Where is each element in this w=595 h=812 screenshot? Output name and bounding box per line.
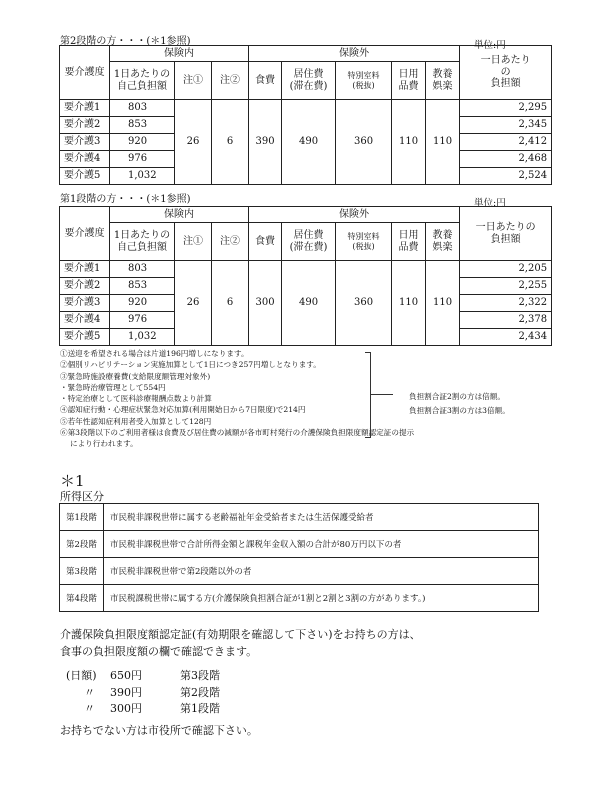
note-item: により行われます。 (70, 439, 138, 449)
income-desc-cell: 市民税非課税世帯で第2段階以外の者 (104, 558, 539, 585)
income-title: 所得区分 (60, 490, 104, 503)
care-level-cell: 要介護4 (60, 151, 110, 168)
note1-header: 注① (175, 223, 212, 261)
daily-total-cell: 2,255 (460, 278, 552, 295)
daily-total-cell: 2,345 (460, 117, 552, 134)
limit-prefix: 〃 (84, 702, 95, 715)
table-title: 第2段階の方・・・(＊1参照) (60, 36, 191, 47)
daily-goods-cell: 110 (392, 261, 426, 346)
own-pay-header: 1日あたりの 自己負担額 (110, 223, 175, 261)
own-pay-cell: 803 (110, 261, 175, 278)
unit-label: 単位:円 (474, 40, 506, 51)
table-row (60, 504, 539, 531)
daily-total-cell: 2,524 (460, 168, 552, 185)
limit-stage: 第1段階 (180, 702, 220, 715)
own-pay-cell: 853 (110, 278, 175, 295)
paragraph-line: 食事の負担限度額の欄で確認できます。 (60, 645, 258, 658)
food-cell: 300 (249, 261, 282, 346)
food-header: 食費 (249, 62, 282, 100)
food-cell: 390 (249, 100, 282, 185)
care-level-cell: 要介護3 (60, 295, 110, 312)
daily-total-cell: 2,295 (460, 100, 552, 117)
income-desc-cell: 市民税非課税世帯で合計所得金額と課税年金収入額の合計が80万円以下の者 (104, 531, 539, 558)
note-item: ③緊急時施設療養費(支給限度額管理対象外) (60, 371, 211, 381)
culture-header: 教養 娯楽 (426, 62, 460, 100)
daily-goods-cell: 110 (392, 100, 426, 185)
asterisk-label: ＊1 (60, 472, 85, 490)
income-stage-cell: 第2段階 (60, 531, 104, 558)
special-room-cell: 360 (336, 261, 392, 346)
income-table (59, 503, 539, 612)
insurance-out-header: 保険外 (249, 46, 460, 62)
note1-cell: 26 (175, 261, 212, 346)
insurance-out-header: 保険外 (249, 207, 460, 223)
limit-prefix: (日額) (66, 669, 97, 682)
special-room-cell: 360 (336, 100, 392, 185)
table-row (60, 558, 539, 585)
daily-goods-header: 日用 品費 (392, 62, 426, 100)
limit-prefix: 〃 (84, 686, 95, 699)
daily-goods-header: 日用 品費 (392, 223, 426, 261)
care-level-cell: 要介護4 (60, 312, 110, 329)
income-desc-cell: 市民税非課税世帯に属する老齢福祉年金受給者または生活保護受給者 (104, 504, 539, 531)
care-level-header: 要介護度 (60, 46, 110, 100)
own-pay-cell: 1,032 (110, 329, 175, 346)
note-item: ・緊急時治療管理として554円 (60, 382, 166, 392)
brace-mark (365, 352, 371, 438)
own-pay-cell: 976 (110, 312, 175, 329)
care-level-cell: 要介護2 (60, 117, 110, 134)
table-row (60, 261, 552, 278)
limit-stage: 第2段階 (180, 686, 220, 699)
culture-cell: 110 (426, 100, 460, 185)
residence-cell: 490 (282, 261, 336, 346)
limit-amount: 390円 (110, 686, 142, 699)
care-level-cell: 要介護1 (60, 261, 110, 278)
own-pay-cell: 920 (110, 295, 175, 312)
table-row (60, 100, 552, 117)
income-stage-cell: 第3段階 (60, 558, 104, 585)
culture-header: 教養 娯楽 (426, 223, 460, 261)
daily-total-cell: 2,205 (460, 261, 552, 278)
fee-table (59, 206, 552, 346)
insurance-in-header: 保険内 (110, 46, 249, 62)
special-room-header: 特別室料 (税抜) (336, 62, 392, 100)
income-stage-cell: 第1段階 (60, 504, 104, 531)
own-pay-cell: 853 (110, 117, 175, 134)
paragraph-line: 介護保険負担限度額認定証(有効期限を確認して下さい)をお持ちの方は、 (60, 628, 421, 641)
note-item: ・特定治療として医科診療報酬点数より計算 (60, 394, 212, 404)
income-stage-cell: 第4段階 (60, 585, 104, 612)
care-level-cell: 要介護5 (60, 168, 110, 185)
table-title: 第1段階の方・・・(＊1参照) (60, 194, 191, 205)
daily-total-header: 一日あたり の 負担額 (460, 46, 552, 100)
care-level-cell: 要介護3 (60, 134, 110, 151)
note-item: ①送迎を希望される場合は片道196円増しになります。 (60, 349, 249, 358)
side-note: 負担割合証2割の方は倍額。 (409, 392, 505, 401)
brace-tip (371, 394, 393, 395)
income-desc-cell: 市民税課税世帯に属する方(介護保険負担割合証が1割と2割と3割の方があります。) (104, 585, 539, 612)
note-item: ④認知症行動・心理症状緊急対応加算(利用開始日から7日限度)で214円 (60, 405, 306, 415)
culture-cell: 110 (426, 261, 460, 346)
residence-header: 居住費 (滞在費) (282, 62, 336, 100)
special-room-header: 特別室料 (税抜) (336, 223, 392, 261)
residence-cell: 490 (282, 100, 336, 185)
note1-cell: 26 (175, 100, 212, 185)
daily-total-cell: 2,412 (460, 134, 552, 151)
limit-stage: 第3段階 (180, 669, 220, 682)
residence-header: 居住費 (滞在費) (282, 223, 336, 261)
unit-label: 単位:円 (474, 198, 506, 209)
note2-header: 注② (212, 62, 249, 100)
closing-text: お持ちでない方は市役所で確認下さい。 (60, 724, 258, 737)
own-pay-cell: 976 (110, 151, 175, 168)
daily-total-cell: 2,378 (460, 312, 552, 329)
insurance-in-header: 保険内 (110, 207, 249, 223)
daily-total-cell: 2,434 (460, 329, 552, 346)
note2-header: 注② (212, 223, 249, 261)
daily-total-cell: 2,468 (460, 151, 552, 168)
note-item: ⑥第3段階以下のご利用者様は食費及び居住費の減額が各市町村発行の介護保険負担限度額認定証の提示 (60, 428, 415, 438)
own-pay-header: 1日あたりの 自己負担額 (110, 62, 175, 100)
daily-total-cell: 2,322 (460, 295, 552, 312)
note2-cell: 6 (212, 100, 249, 185)
care-level-header: 要介護度 (60, 207, 110, 261)
care-level-cell: 要介護5 (60, 329, 110, 346)
care-level-cell: 要介護2 (60, 278, 110, 295)
own-pay-cell: 803 (110, 100, 175, 117)
table-row (60, 531, 539, 558)
note-item: ②個別リハビリテーション実施加算として1日につき257円増しとなります。 (60, 360, 321, 370)
note-item: ⑤若年性認知症利用者受入加算として128円 (60, 416, 212, 426)
care-level-cell: 要介護1 (60, 100, 110, 117)
note2-cell: 6 (212, 261, 249, 346)
daily-total-header: 一日あたりの 負担額 (460, 207, 552, 261)
notes-list (60, 348, 414, 450)
fee-table (59, 45, 552, 185)
limit-amount: 300円 (110, 702, 142, 715)
limit-amount: 650円 (110, 669, 142, 682)
certificate-paragraph (60, 626, 421, 660)
own-pay-cell: 920 (110, 134, 175, 151)
table-row (60, 585, 539, 612)
own-pay-cell: 1,032 (110, 168, 175, 185)
food-header: 食費 (249, 223, 282, 261)
side-note: 負担割合証3割の方は3倍額。 (409, 406, 510, 415)
note1-header: 注① (175, 62, 212, 100)
